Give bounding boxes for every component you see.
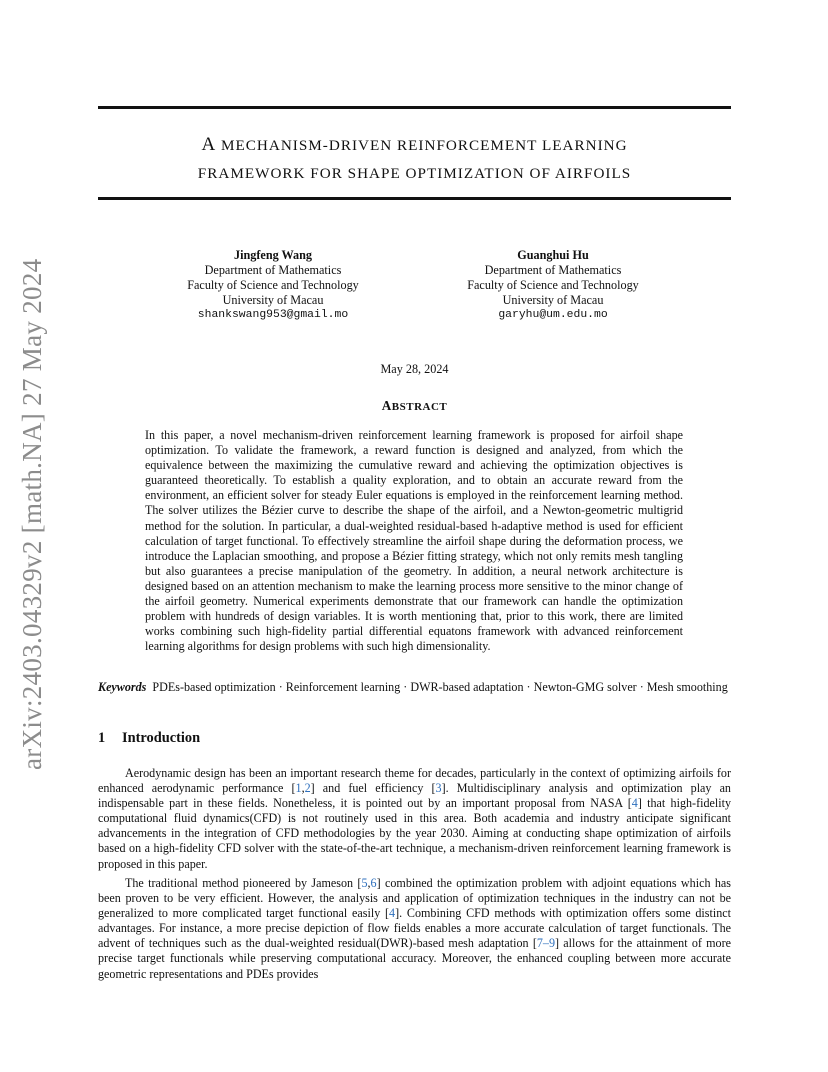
citation-link[interactable]: 4 <box>389 906 396 921</box>
abstract-heading-initial: A <box>381 398 392 413</box>
paragraph-text: ] and fuel efficiency [ <box>310 781 436 796</box>
paragraph-text: ] that high-fidelity computational fluid dynamics(CFD) is not routinely used in this area. Both academia and industry anticipate significant advancements in the integration of CFD methodologies by the year 2030. Aiming at conducting shape optimization of airfoils based on a high-fidelity CFD solver with the state-of-the-art technique, a mechanism-driven reinforcement learning framework is proposed in this paper. <box>98 796 731 871</box>
paragraph-text: , <box>301 781 305 796</box>
paragraph-text: ] combined the optimization problem with adjoint equations which has been proven to be very efficient. However, the analysis and application of optimization techniques in the industry can not be generalized to more complicated target functional easily [ <box>98 876 731 921</box>
paragraph-text: ]. Multidisciplinary analysis and optimization play an indispensable part in these fields. Nonetheless, it is pointed out by an important proposal from NASA [ <box>98 781 731 811</box>
author-email[interactable]: shankswang953@gmail.mo <box>197 309 349 321</box>
intro-paragraph-1 <box>98 766 731 872</box>
paragraph-text: ] allows for the attainment of more precise target functionals while preserving computational accuracy. Moreover, the enhanced coupling between more accurate geometric representations and PDEs provides <box>98 936 731 981</box>
citation-link[interactable]: 4 <box>631 796 638 811</box>
paragraph-text: , <box>367 876 371 890</box>
author-department: Department of Mathematics <box>484 263 622 277</box>
keywords-label: Keywords <box>98 680 147 694</box>
section-heading <box>98 730 200 747</box>
citation-link[interactable]: 3 <box>435 781 442 796</box>
intro-paragraph-2 <box>98 876 731 982</box>
title-line-1 <box>98 131 731 160</box>
citation-link[interactable]: 6 <box>370 876 377 890</box>
keywords <box>98 680 731 695</box>
citation-link[interactable]: 7–9 <box>536 936 555 951</box>
paper-title <box>98 131 731 188</box>
title-line-2: FRAMEWORK FOR SHAPE OPTIMIZATION OF AIRFOILS <box>197 165 632 182</box>
section-title: Introduction <box>122 730 201 746</box>
author-faculty: Faculty of Science and Technology <box>467 278 639 292</box>
author-name: Jingfeng Wang <box>234 248 312 262</box>
citation-link[interactable]: 5 <box>361 876 368 890</box>
author-block-2 <box>433 248 673 323</box>
title-bottom-rule <box>98 197 731 200</box>
abstract-heading-rest: BSTRACT <box>391 401 448 413</box>
paragraph-text: The traditional method pioneered by Jameson [ <box>125 876 362 890</box>
abstract-heading <box>98 398 731 414</box>
section-number: 1 <box>98 730 106 746</box>
title-initial: A <box>201 134 217 155</box>
title-top-rule <box>98 106 731 109</box>
keywords-text: PDEs-based optimization · Reinforcement learning · DWR-based adaptation · Newton-GMG solver · Mesh smoothing <box>152 680 728 694</box>
citation-link[interactable]: 2 <box>304 781 311 796</box>
author-email[interactable]: garyhu@um.edu.mo <box>498 309 608 321</box>
paragraph-text: Aerodynamic design has been an important research theme for decades, particularly in the context of optimizing airfoils for enhanced aerodynamic performance [ <box>98 766 731 796</box>
author-block-1 <box>153 248 393 323</box>
author-university: University of Macau <box>222 293 324 307</box>
author-university: University of Macau <box>502 293 604 307</box>
arxiv-identifier[interactable]: arXiv:2403.04329v2 [math.NA] 27 May 2024 <box>17 258 47 770</box>
title-line-1-text: MECHANISM-DRIVEN REINFORCEMENT LEARNING <box>216 137 628 154</box>
author-name: Guanghui Hu <box>517 248 589 262</box>
author-faculty: Faculty of Science and Technology <box>187 278 359 292</box>
citation-link[interactable]: 1 <box>295 781 302 796</box>
paragraph-text: ]. Combining CFD methods with optimization offers some distinct advantages. For instance, a more precise depiction of flow fields enables a more accurate calculation of target functionals. The advent of techniques such as the dual-weighted residual(DWR)-based mesh adaptation [ <box>98 906 731 951</box>
abstract-text: In this paper, a novel mechanism-driven reinforcement learning framework is proposed for airfoil shape optimization. To validate the framework, a reward function is designed and analyzed, from which the equivalence between the maximizing the cumulative reward and achieving the optimization objectives is guaranteed theoretically. To establish a quality exploration, and to obtain an accurate reward from the environment, an efficient solver for steady Euler equations is employed in the reinforcement learning method. The solver utilizes the Bézier curve to describe the shape of the airfoil, and a Newton-geometric multigrid method for the solution. In particular, a dual-weighted residual-based h-adaptive method is used for efficient calculation of target functional. To effectively streamline the airfoil shape during the deformation process, we introduce the Laplacian smoothing, and propose a Bézier fitting strategy, which not only remits mesh tangling but also guarantees a precise manipulation of the geometry. In addition, a neural network architecture is designed based on an attention mechanism to make the learning process more sensitive to the minor change of the airfoil geometry. Numerical experiments demonstrate that our framework can handle the optimization problem with hundreds of design variables. It is worth mentioning that, prior to this work, there are limited works combining such high-fidelity partial differential equatons framework with advanced reinforcement learning algorithms for design problems with such high dimensionality. <box>145 428 683 654</box>
author-department: Department of Mathematics <box>204 263 342 277</box>
paper-date: May 28, 2024 <box>380 362 449 376</box>
